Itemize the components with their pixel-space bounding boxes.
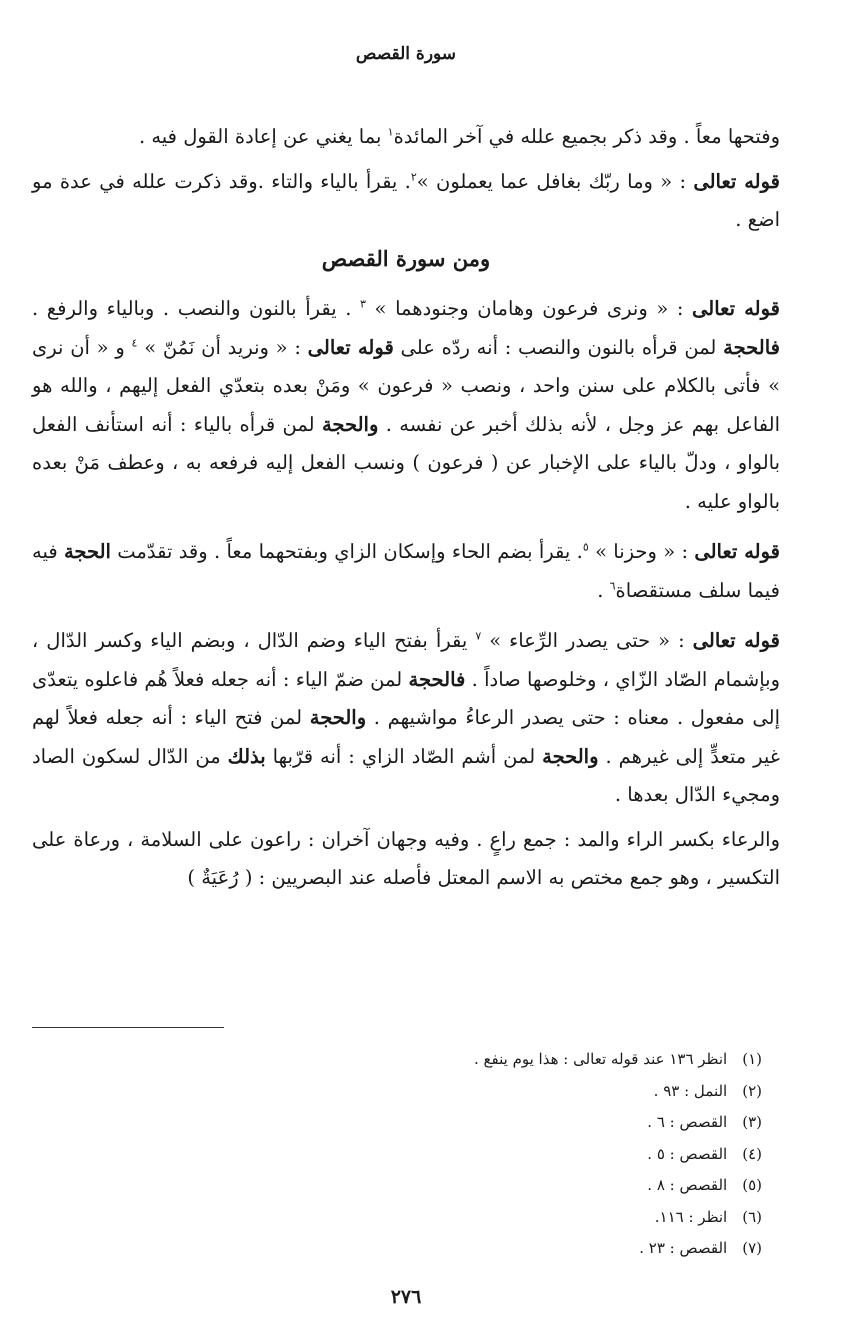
paragraph-5	[32, 622, 780, 815]
section-title: ومن سورة القصص	[321, 245, 491, 271]
text-run: : « ونريد أن نَمُنّ »	[137, 335, 308, 359]
keyword: والحجة	[542, 744, 599, 768]
text-run: . يقرأ بالياء والتاء .وقد ذكرت علله في عدة مو اضع .	[32, 169, 780, 231]
text-run: فيه فيما سلف مستقصاة	[32, 540, 780, 602]
keyword: والحجة	[321, 412, 379, 436]
footnote-number: (٤)	[742, 1144, 762, 1163]
main-text	[32, 118, 780, 898]
text-run: : « وحزنا »	[588, 540, 695, 563]
text-run: : « حتى يصدر الرِّعاء »	[481, 629, 693, 652]
footnote-ref[interactable]: ١	[387, 125, 394, 139]
footnote-number: (٦)	[742, 1207, 762, 1226]
footnote-text: انظر ١٣٦ عند قوله تعالى : هذا يوم ينفع .	[474, 1050, 728, 1068]
footnote-ref[interactable]: ٦	[609, 579, 616, 592]
paragraph-3	[32, 290, 780, 521]
text-run: لمن قرأه بالياء : أنه استأنف الفعل بالواو ، ودلّ بالياء على الإخبار عن ( فرعون ) ونسب الفعل إليه فرفعه به ، وعطف مَنْ بعده بالواو عليه .	[32, 412, 781, 513]
footnote-item	[32, 1076, 762, 1108]
footnote-number: (٣)	[742, 1113, 762, 1131]
footnote-item	[32, 1233, 762, 1265]
text-run: .	[597, 578, 610, 602]
paragraph-4	[32, 533, 780, 610]
keyword: بذلك	[227, 744, 266, 768]
text-run: بما يغني عن إعادة القول فيه .	[138, 125, 388, 148]
footnote-number: (٢)	[742, 1081, 762, 1100]
text-run: : « ونرى فرعون وهامان وجنودهما »	[365, 297, 693, 320]
paragraph-1	[32, 118, 780, 157]
footnote-text: القصص : ٦ .	[647, 1113, 728, 1131]
footnote-divider	[32, 1027, 224, 1028]
running-header: سورة القصص	[355, 44, 457, 64]
text-run: وفتحها معاً . وقد ذكر بجميع علله في آخر المائدة	[393, 125, 780, 148]
footnote-item	[32, 1044, 762, 1076]
footnote-item	[32, 1139, 762, 1171]
text-run: . يقرأ بضم الحاء وإسكان الزاي وبفتحهما معاً . وقد تقدّمت	[110, 540, 583, 563]
text-run: . يقرأ بالنون والنصب . وبالياء والرفع .	[32, 297, 361, 320]
text-run: من الدّال لسكون الصاد ومجيء الدّال بعدها .	[32, 744, 780, 806]
keyword: قوله تعالى	[692, 629, 780, 652]
keyword: فالحجة	[408, 667, 466, 691]
text-run: و « أن نرى » فأتى بالكلام على سنن واحد ، ونصب « فرعون » ومَنْ بعده بتعدّي الفعل إليهم ، والله هو الفاعل بهم عز وجل ، لأنه بذلك أخبر عن نفسه .	[32, 335, 780, 436]
footnote-item	[32, 1170, 762, 1202]
footnote-text: انظر : ١١٦.	[654, 1207, 728, 1226]
page-number: ٢٧٦	[390, 1286, 422, 1308]
footnote-number: (١)	[742, 1050, 762, 1068]
footnote-ref[interactable]: ٧	[475, 629, 482, 643]
text-run: لمن فتح الياء : أنه جعله فعلاً لهم غير متعدٍّ إلى غيرهم .	[32, 706, 780, 768]
footnote-text: القصص : ٢٣ .	[639, 1239, 728, 1257]
footnote-ref[interactable]: ٢	[410, 170, 417, 183]
keyword: قوله تعالى	[307, 335, 394, 359]
footnote-ref[interactable]: ٣	[360, 297, 366, 311]
text-run: لمن ضمّ الياء : أنه جعله فعلاً هُم فاعلوه يتعدّى إلى مفعول . معناه : حتى يصدر الرعاءُ مواشيهم .	[32, 667, 780, 729]
footnote-item	[32, 1107, 762, 1139]
keyword: قوله تعالى	[693, 169, 780, 193]
footnote-number: (٥)	[742, 1176, 762, 1194]
footnote-item	[32, 1202, 762, 1234]
text-run: يقرأ بفتح الياء وضم الدّال ، وبضم الياء وكسر الدّال ، وبإشمام الصّاد الزّاي ، وخلوصها صاداً .	[32, 629, 780, 691]
text-run: لمن أشم الصّاد الزاي : أنه قرّبها	[265, 744, 543, 768]
footnote-ref[interactable]: ٥	[582, 540, 589, 554]
footnote-text: النمل : ٩٣ .	[653, 1081, 728, 1100]
footnote-ref[interactable]: ٤	[131, 336, 138, 349]
keyword: فالحجة	[723, 335, 780, 359]
keyword: والحجة	[309, 706, 367, 729]
text-run: : « وما ربّك بغافل عما يعملون »	[416, 169, 694, 193]
text-run: والرعاء بكسر الراء والمد : جمع راعٍ . وفيه وجهان آخران : راعون على السلامة ، ورعاة على التكسير ، وهو جمع مختص به الاسم المعتل فأصله عند البصريين : ( رُعَيَةٌ )	[32, 827, 780, 889]
footnote-number: (٧)	[742, 1239, 762, 1257]
keyword: قوله تعالى	[692, 297, 780, 320]
paragraph-2	[32, 163, 780, 240]
keyword: قوله تعالى	[694, 540, 780, 563]
book-page	[32, 0, 780, 1340]
paragraph-6	[32, 821, 780, 898]
footnote-text: القصص : ٨ .	[647, 1176, 728, 1194]
footnote-text: القصص : ٥ .	[647, 1144, 728, 1163]
footnotes-list	[32, 1044, 762, 1265]
text-run: لمن قرأه بالنون والنصب : أنه ردّه على	[393, 335, 724, 359]
keyword: الحجة	[63, 540, 111, 563]
